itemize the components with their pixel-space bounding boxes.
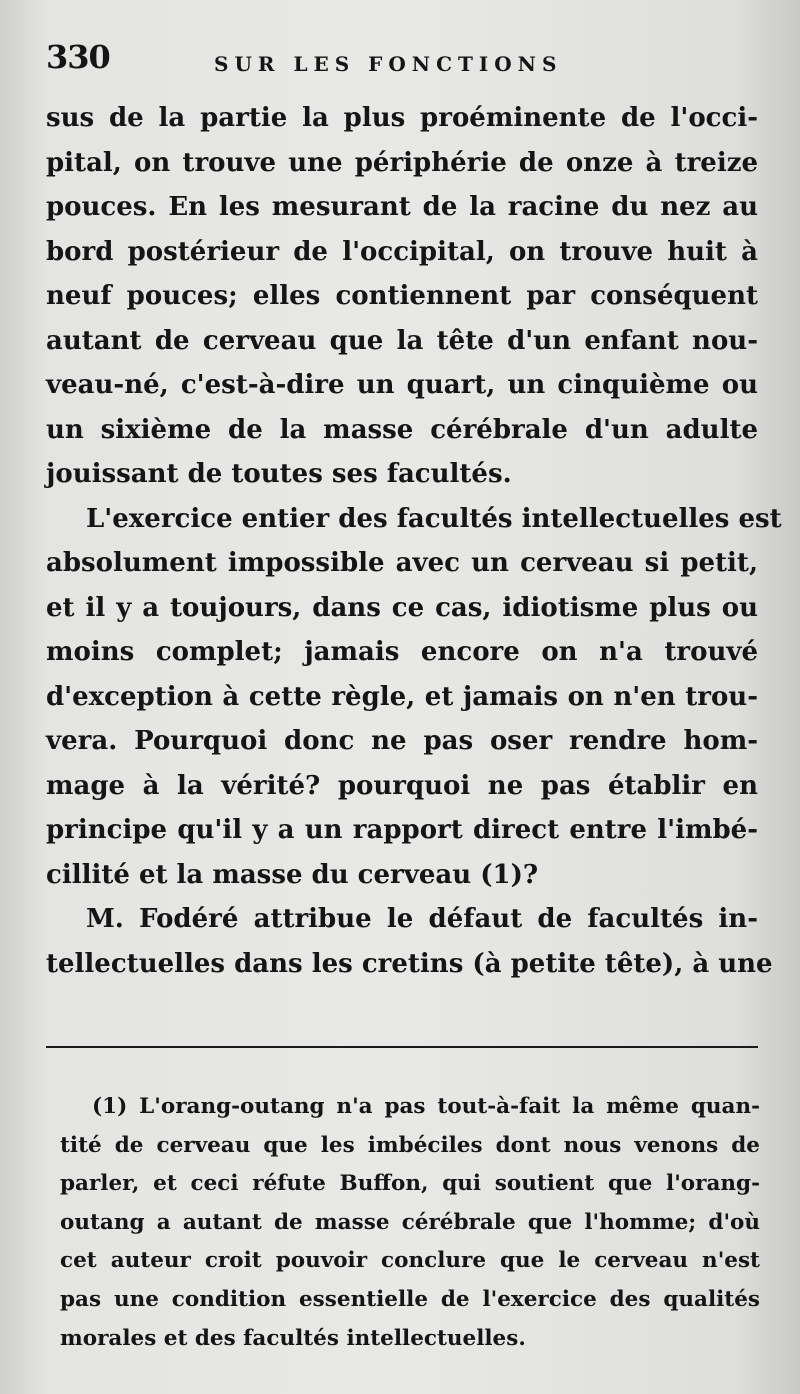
text-line: et il y a toujours, dans ce cas, idiotisme plus ou <box>46 592 758 623</box>
text-line: cillité et la masse du cerveau (1)? <box>46 859 539 890</box>
text-line: absolument impossible avec un cerveau si petit, <box>46 548 758 578</box>
text-line: mage à la vérité? pourquoi ne pas établir en <box>46 770 758 801</box>
text-line: moins complet; jamais encore on n'a trouvé <box>46 637 758 667</box>
footnote <box>60 1088 760 1358</box>
text-line: tellectuelles dans les cretins (à petite tête), à une <box>46 948 773 979</box>
paragraph-start: L'exercice entier des facultés intellectuelles est <box>86 503 782 534</box>
footnote-line: cet auteur croit pouvoir conclure que le cerveau n'est <box>60 1248 760 1274</box>
text-line: d'exception à cette règle, et jamais on n'en trou- <box>46 681 758 712</box>
text-line: neuf pouces; elles contiennent par conséquent <box>46 281 758 311</box>
footnote-line: outang a autant de masse cérébrale que l'homme; d'où <box>60 1209 760 1235</box>
paragraph-start: M. Fodéré attribue le défaut de facultés in- <box>86 904 758 934</box>
footnote-line: parler, et ceci réfute Buffon, qui soutient que l'orang- <box>60 1171 760 1197</box>
text-line: pital, on trouve une périphérie de onze à treize <box>46 147 758 178</box>
text-line: veau-né, c'est-à-dire un quart, un cinquième ou <box>46 370 758 400</box>
page-header <box>46 38 760 82</box>
running-head: SUR LES FONCTIONS <box>214 52 563 76</box>
text-line: jouissant de toutes ses facultés. <box>46 459 512 489</box>
text-line: sus de la partie la plus proéminente de l'occi- <box>46 103 758 133</box>
text-line: principe qu'il y a un rapport direct entre l'imbé- <box>46 815 758 845</box>
footnote-line: (1) L'orang-outang n'a pas tout-à-fait la même quan- <box>92 1094 760 1119</box>
page-number: 330 <box>46 38 110 76</box>
text-line: pouces. En les mesurant de la racine du nez au <box>46 192 758 222</box>
text-line: un sixième de la masse cérébrale d'un adulte <box>46 414 758 445</box>
text-line: vera. Pourquoi donc ne pas oser rendre hom- <box>46 726 758 756</box>
text-line: autant de cerveau que la tête d'un enfant nou- <box>46 325 758 356</box>
footnote-line: tité de cerveau que les imbéciles dont nous venons de <box>60 1132 760 1158</box>
footnote-line: pas une condition essentielle de l'exercice des qualités <box>60 1286 760 1312</box>
footnote-rule <box>46 1046 758 1048</box>
text-line: bord postérieur de l'occipital, on trouve huit à <box>46 236 758 267</box>
main-text <box>46 96 782 986</box>
footnote-line: morales et des facultés intellectuelles. <box>60 1325 526 1351</box>
